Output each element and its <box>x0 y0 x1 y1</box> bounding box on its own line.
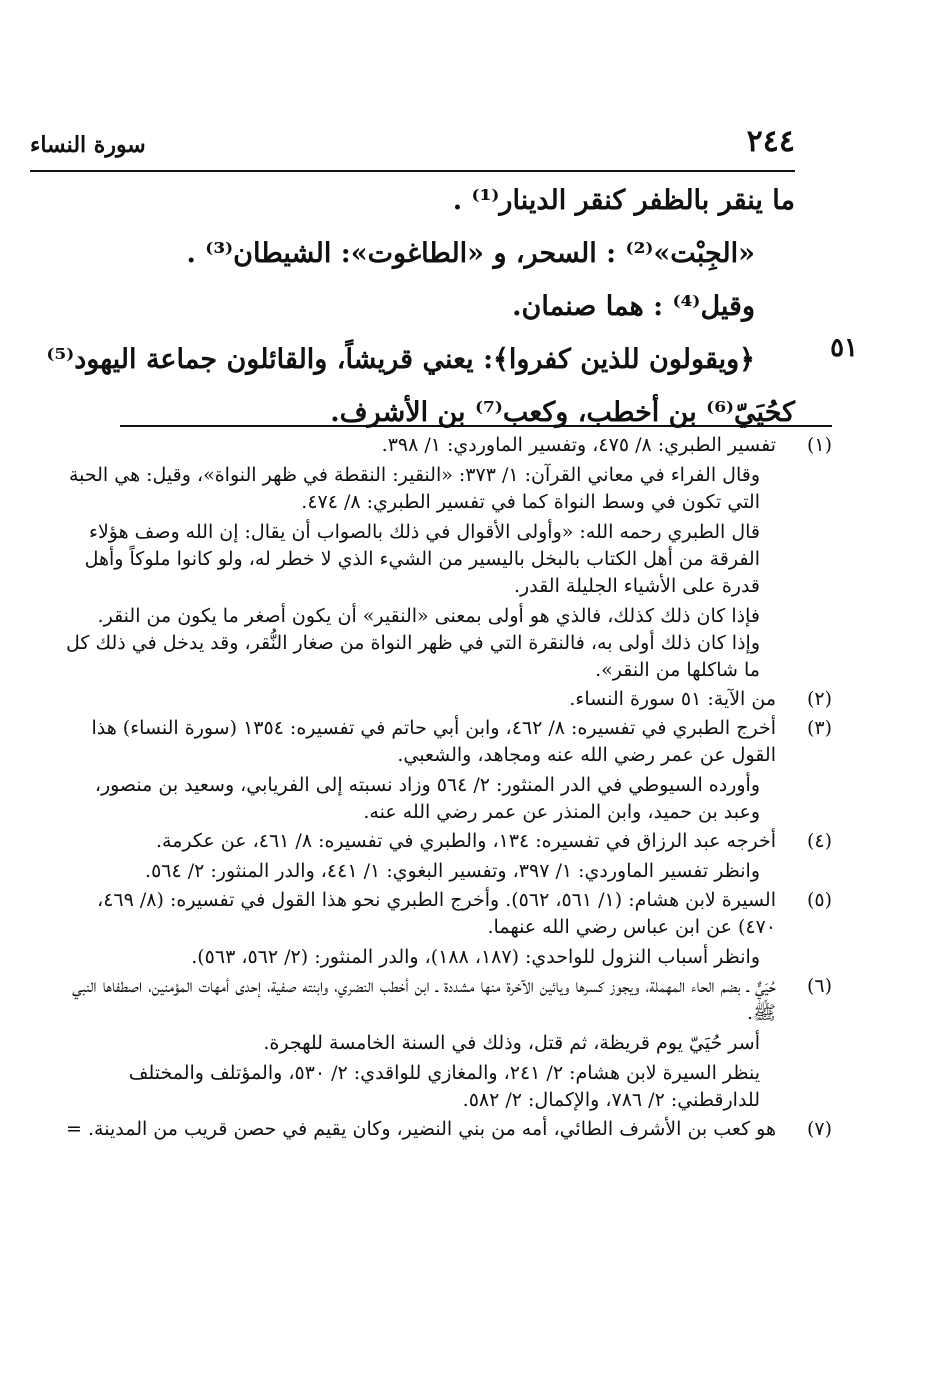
footnote-4 <box>66 828 832 885</box>
main-line: كحُيَيّ⁽⁶⁾ بن أخطب، وكعب⁽⁷⁾ بن الأشرف. <box>330 397 795 428</box>
footnote-6 <box>66 973 832 1114</box>
footnote-number: (٣) <box>806 717 832 739</box>
footnotes <box>66 430 832 1143</box>
footnote-number: (٢) <box>806 688 832 710</box>
footnote-number: (٦) <box>806 975 832 997</box>
footnote-text: قال الطبري رحمه الله: «وأولى الأقوال في ذلك بالصواب أن يقال: إن الله وصف هؤلاء الفرقة من أهل الكتاب بالبخل باليسير من الشيء الذي لا خطر له، ولو كانوا ملوكاً وأهل قدرة على الأشياء الجليلة القدر. <box>84 521 760 597</box>
verse-number: ٥١ <box>830 333 858 363</box>
main-line: «الجِبْت»⁽²⁾ : السحر، و «الطاغوت»: الشيطان⁽³⁾ . <box>186 238 755 269</box>
footnote-text: وانظر أسباب النزول للواحدي: (١٨٧، ١٨٨)، والدر المنثور: (٢/ ٥٦٢، ٥٦٣). <box>191 946 760 968</box>
main-text <box>46 174 795 439</box>
footnote-number: (٧) <box>806 1118 832 1140</box>
running-title: سورة النساء <box>30 132 146 158</box>
footnote-text: أسر حُيَيّ يوم قريظة، ثم قتل، وذلك في السنة الخامسة للهجرة. <box>263 1032 760 1054</box>
header-rule <box>30 170 795 172</box>
footnote-3 <box>66 715 832 826</box>
page-number: ٢٤٤ <box>746 124 795 159</box>
footnote-rule <box>120 425 832 427</box>
footnote-text: السيرة لابن هشام: (١/ ٥٦١، ٥٦٢). وأخرج الطبري نحو هذا القول في تفسيره: (٨/ ٤٦٩، ٤٧٠) عن ابن عباس رضي الله عنهما. <box>97 889 776 938</box>
footnote-text: هو كعب بن الأشرف الطائي، أمه من بني النضير، وكان يقيم في حصن قريب من المدينة. = <box>66 1118 776 1140</box>
footnote-text: حُيَيٌّ ـ بضم الحاء المهملة، ويجوز كسرها ويائين الآخرة منها مشددة ـ ابن أخطب النضري، وابنته صفية، إحدى أمهات المؤمنين، اصطفاها النبي ﷺ. <box>72 975 776 1024</box>
footnote-text: وأورده السيوطي في الدر المنثور: ٢/ ٥٦٤ وزاد نسبته إلى الفريابي، وسعيد بن منصور، وعبد بن حميد، وابن المنذر عن عمر رضي الله عنه. <box>94 774 760 823</box>
footnote-text: فإذا كان ذلك كذلك، فالذي هو أولى بمعنى «النقير» أن يكون أصغر ما يكون من النقر. وإذا كان ذلك أولى به، فالنقرة التي في ظهر النواة من صغار النُّقر، وقد يدخل في ذلك كل ما شاكلها من النقر». <box>66 605 760 681</box>
footnote-7 <box>66 1116 832 1143</box>
footnote-number: (٤) <box>806 830 832 852</box>
footnote-number: (١) <box>806 434 832 456</box>
footnote-number: (٥) <box>806 889 832 911</box>
footnote-text: من الآية: ٥١ سورة النساء. <box>569 688 776 710</box>
footnote-5 <box>66 887 832 971</box>
main-line: ﴿ويقولون للذين كفروا﴾: يعني قريشاً، والقائلون جماعة اليهود⁽⁵⁾ <box>46 344 755 375</box>
footnote-text: ينظر السيرة لابن هشام: ٢/ ٢٤١، والمغازي للواقدي: ٢/ ٥٣٠، والمؤتلف والمختلف للدارقطني: ٢/ ٧٨٦، والإكمال: ٢/ ٥٨٢. <box>128 1062 760 1111</box>
footnote-text: أخرجه عبد الرزاق في تفسيره: ١٣٤، والطبري في تفسيره: ٨/ ٤٦١، عن عكرمة. <box>156 830 776 852</box>
footnote-1 <box>66 432 832 684</box>
footnote-2 <box>66 686 832 713</box>
page-header <box>30 118 795 170</box>
footnote-text: وقال الفراء في معاني القرآن: ١/ ٣٧٣: «النقير: النقطة في ظهر النواة»، وقيل: هي الحبة التي تكون في وسط النواة كما في تفسير الطبري: ٨/ ٤٧٤. <box>68 464 760 513</box>
main-line: وقيل⁽⁴⁾ : هما صنمان. <box>512 291 755 322</box>
main-line: ما ينقر بالظفر كنقر الدينار⁽¹⁾ . <box>452 185 795 216</box>
footnote-text: تفسير الطبري: ٨/ ٤٧٥، وتفسير الماوردي: ١/ ٣٩٨. <box>381 434 776 456</box>
footnote-text: وانظر تفسير الماوردي: ١/ ٣٩٧، وتفسير البغوي: ١/ ٤٤١، والدر المنثور: ٢/ ٥٦٤. <box>145 860 760 882</box>
footnote-text: أخرج الطبري في تفسيره: ٨/ ٤٦٢، وابن أبي حاتم في تفسيره: ١٣٥٤ (سورة النساء) هذا القول عن عمر رضي الله عنه ومجاهد، والشعبي. <box>91 717 776 766</box>
